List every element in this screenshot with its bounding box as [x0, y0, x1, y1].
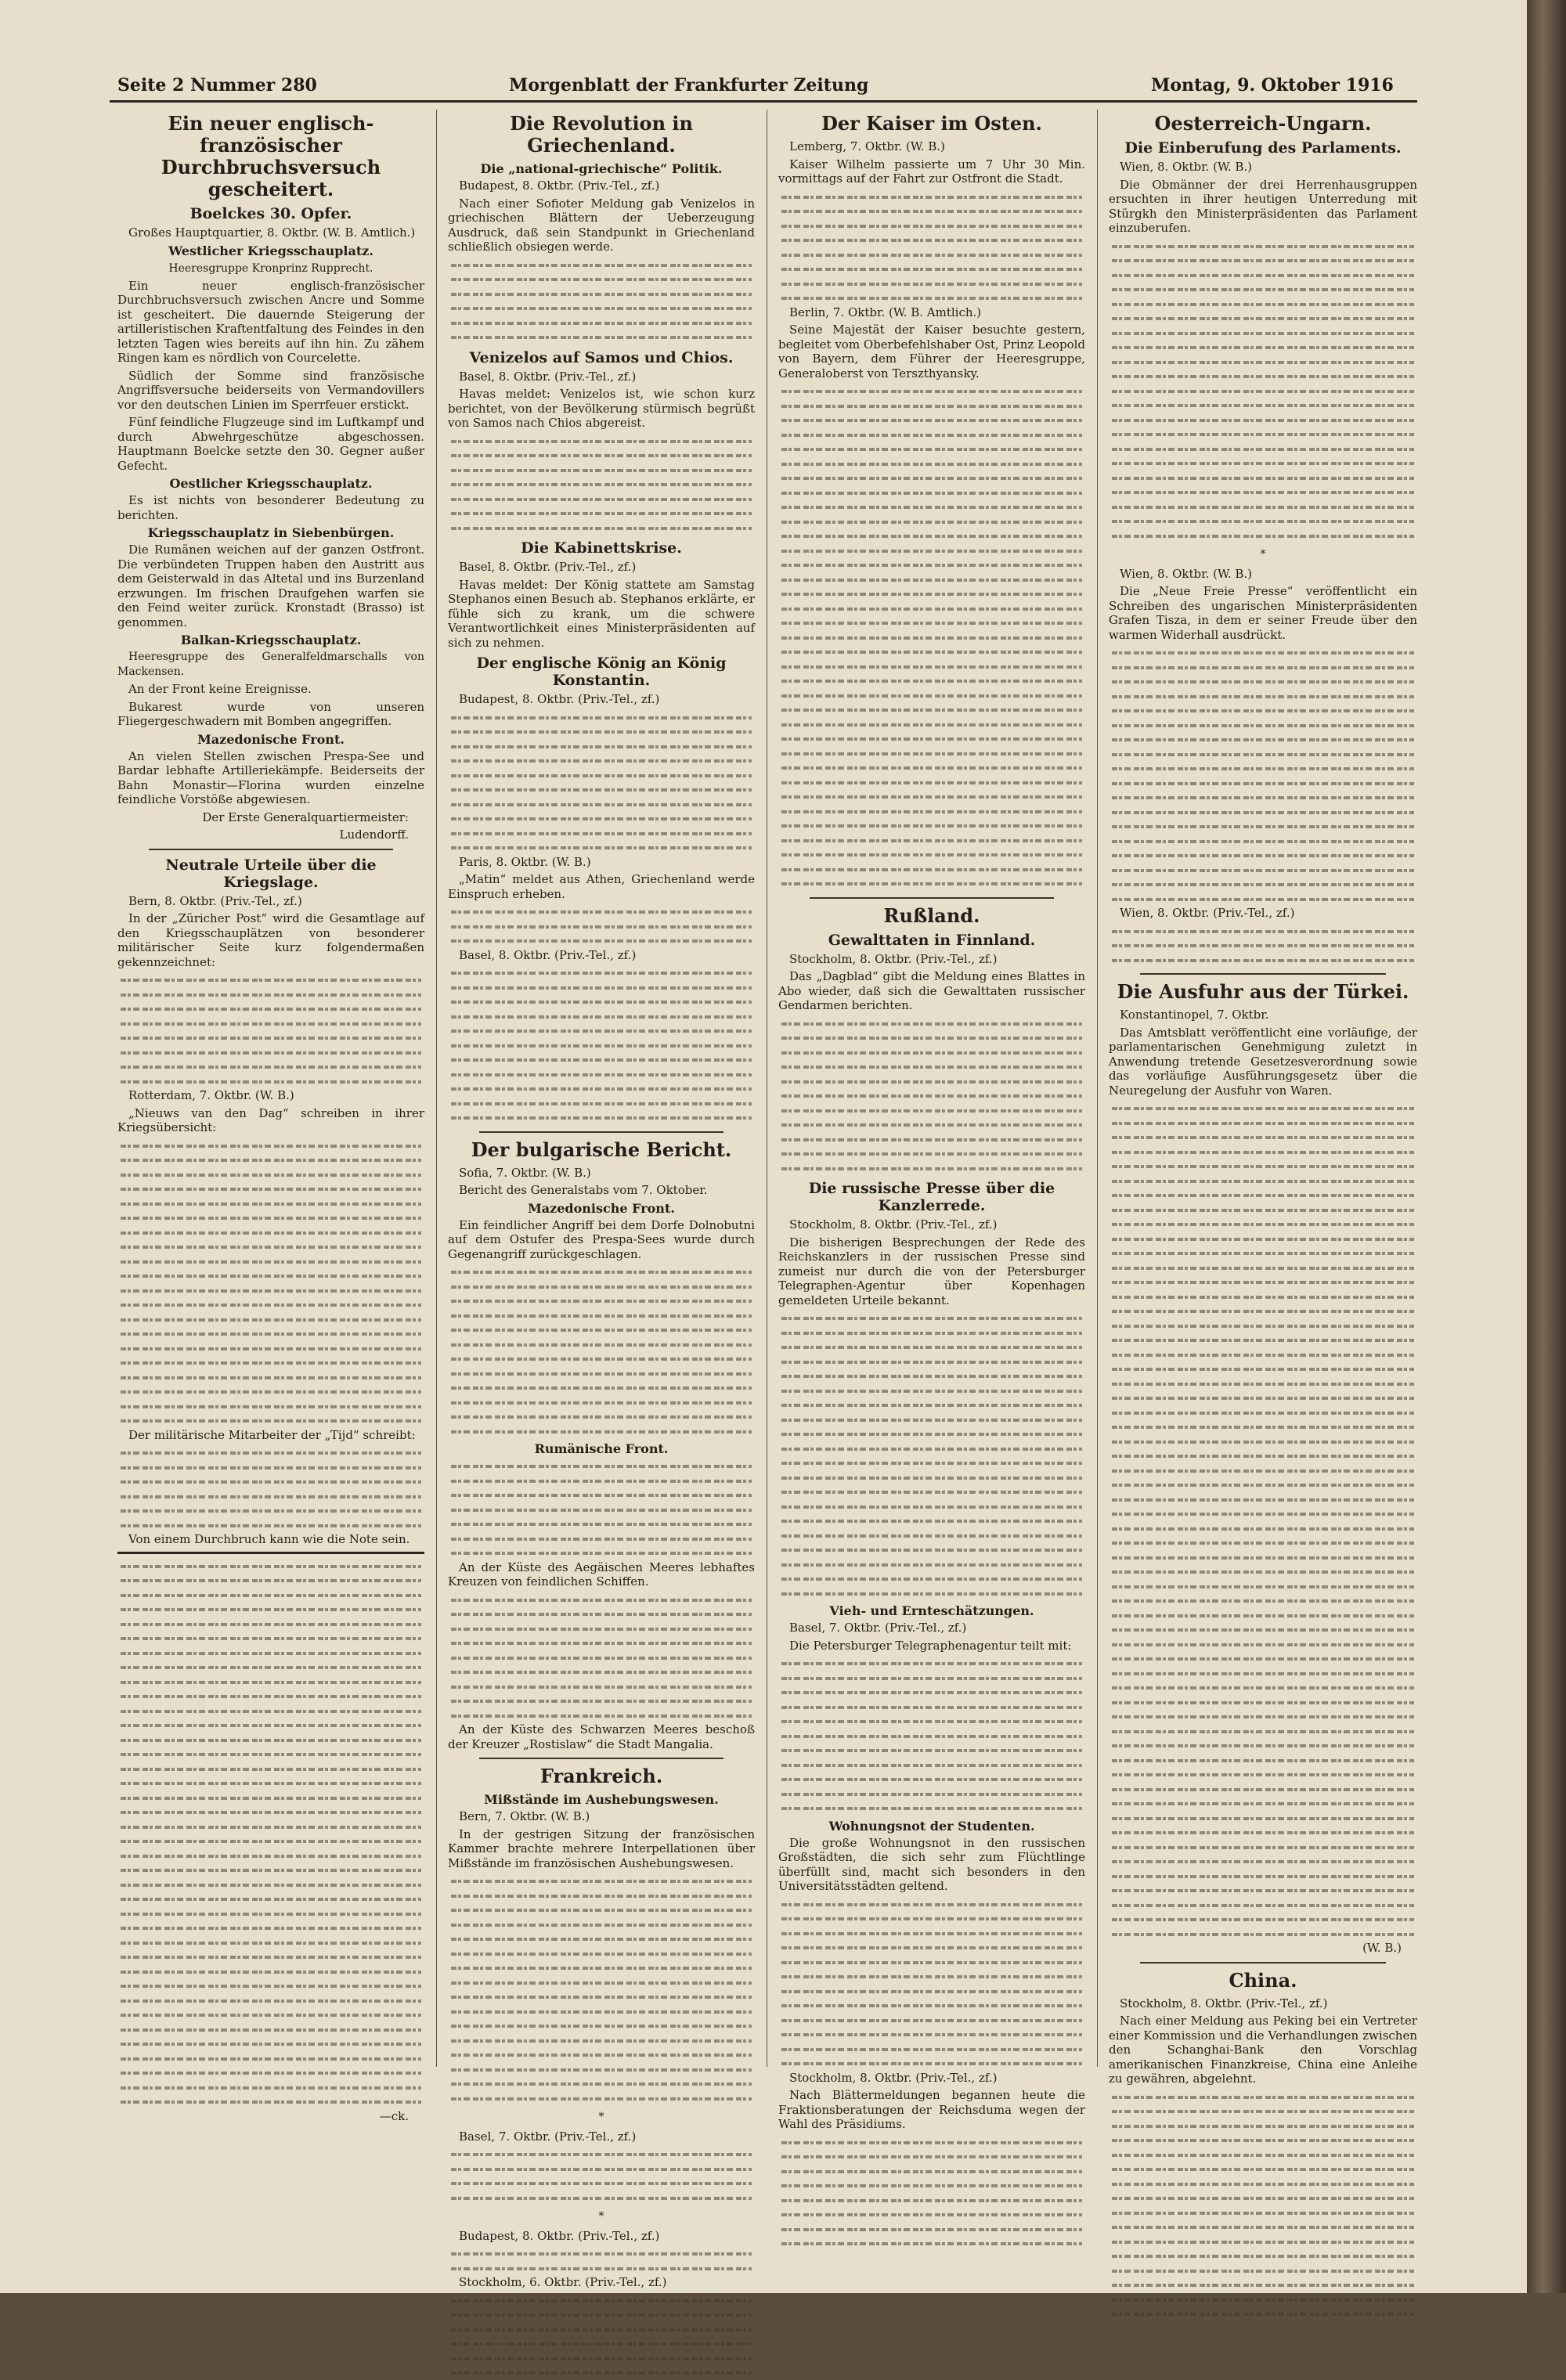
text-block [778, 189, 1085, 305]
article-text: In der gestrigen Sitzung der französischen Kammer brachte mehrere Interpellationen über Mißstände im französischen Aushebungswesen. [448, 1826, 755, 1870]
headline-koenig: Der englische König an König Konstantin. [476, 654, 727, 689]
headline-vieh: Vieh- und Ernteschätzungen. [829, 1603, 1034, 1618]
dateline: Stockholm, 8. Oktbr. (Priv.-Tel., zf.) [789, 2070, 998, 2085]
article-text: Bericht des Generalstabs vom 7. Oktober. [459, 1183, 708, 1197]
dateline: Großes Hauptquartier, 8. Oktbr. (W. B. Amtlich.) [128, 225, 416, 240]
header-masthead: Morgenblatt der Frankfurter Zeitung [509, 75, 869, 96]
page-header [117, 75, 1409, 99]
dateline: Wien, 8. Oktbr. (W. B.) [1120, 160, 1253, 174]
article-text: „Nieuws van den Dag“ schreiben in ihrer Kriegsübersicht: [117, 1105, 424, 1134]
article-text: Der militärische Mitarbeiter der „Tijd“ schreibt: [128, 1427, 416, 1442]
subheadline: Mißstände im Aushebungswesen. [484, 1792, 719, 1807]
article-text: Die bisherigen Besprechungen der Rede des Reichskanzlers in der russischen Presse sind zumeist nur durch die von der Petersburger Telegraphen-Agentur über Kopenhagen gemeldeten Urteile bekannt. [778, 1235, 1085, 1307]
text-block [448, 1592, 755, 1723]
article-text: An vielen Stellen zwischen Prespa-See und Bardar lebhafte Artilleriekämpfe. Beiderseits der Bahn Monastir—Florina wurden einzelne feindliche Vorstöße abgewiesen. [117, 748, 424, 806]
dateline: Lemberg, 7. Oktbr. (W. B.) [789, 139, 945, 153]
dateline: Budapest, 8. Oktbr. (Priv.-Tel., zf.) [459, 2228, 660, 2243]
divider [479, 1131, 723, 1133]
article-text: Havas meldet: Der König stattete am Samstag Stephanos einen Besuch ab. Stephanos erklärte, er fühle sich zu krank, um die schwere Verantwortlichkeit eines Ministerpräsidenten auf sich zu nehmen. [448, 577, 755, 650]
article-text: Fünf feindliche Flugzeuge sind im Luftkampf und durch Abwehrgeschütze abgeschossen. Hauptmann Boelcke setzte den 30. Gegner außer Gefecht. [117, 415, 424, 473]
headline-revolution: Die Revolution in Griechenland. [510, 112, 693, 157]
text-block [778, 1016, 1085, 1176]
article-text: Havas meldet: Venizelos ist, wie schon kurz berichtet, von der Bevölkerung stürmisch begrüßt von Samos nach Chios abgereist. [448, 387, 755, 430]
text-block [778, 384, 1085, 891]
headline-neutrale-urteile: Neutrale Urteile über die Kriegslage. [165, 856, 377, 891]
article-text: Die Rumänen weichen auf der ganzen Ostfront. Die verbündeten Truppen haben den Austritt aus dem Geisterwald in das Altetal und ins Burzenland erzwungen. Im frischen Draufgehen warfen sie den Feind weiter zurück. Kronstadt (Brasso) ist genommen. [117, 543, 424, 629]
article-text: An der Küste des Schwarzen Meeres beschoß der Kreuzer „Rostislaw“ die Stadt Mangalia. [448, 1722, 755, 1751]
dateline: Sofia, 7. Oktbr. (W. B.) [459, 1165, 591, 1180]
text-block [1109, 924, 1417, 968]
article-text: Die Obmänner der drei Herrenhausgruppen ersuchten in ihrer heutigen Unterredung mit Stürgkh den Ministerpräsidenten das Parlament einzuberufen. [1109, 177, 1417, 235]
headline-bulgarischer-bericht: Der bulgarische Bericht. [471, 1138, 732, 1161]
divider [810, 897, 1054, 899]
dateline: Bern, 8. Oktbr. (Priv.-Tel., zf.) [128, 893, 302, 908]
dateline: Wien, 8. Oktbr. (Priv.-Tel., zf.) [1120, 906, 1295, 920]
text-block [1109, 2090, 1417, 2321]
section-mazedonien: Mazedonische Front. [528, 1200, 675, 1216]
text-block [448, 2246, 755, 2275]
article-text: An der Küste des Aegäischen Meeres lebhaftes Kreuzen von feindlichen Schiffen. [448, 1560, 755, 1588]
article-text: Es ist nichts von besonderer Bedeutung zu berichten. [117, 493, 424, 522]
dateline: Budapest, 8. Oktbr. (Priv.-Tel., zf.) [459, 178, 660, 193]
header-page-number: Seite 2 Nummer 280 [117, 75, 317, 96]
text-block [1109, 239, 1417, 543]
column-separator [1097, 110, 1098, 2067]
column-4 [1109, 110, 1417, 2086]
article-text: Ein neuer englisch-französischer Durchbruchsversuch zwischen Ancre und Somme ist gescheitert. Die dauernde Steigerung der artilleristischen Kraftentfaltung des Feindes in den letzten Tagen wies bereits auf ihn hin. Zu zähem Ringen kam es nördlich von Courcelette. [117, 278, 424, 365]
subheadline-finnland: Gewalttaten in Finnland. [828, 931, 1036, 949]
headline-kaiser-im-osten: Der Kaiser im Osten. [821, 112, 1042, 135]
dateline: Basel, 8. Oktbr. (Priv.-Tel., zf.) [459, 947, 637, 962]
article-text: Seine Majestät der Kaiser besuchte gestern, begleitet vom Oberbefehlshaber Ost, Prinz Leopold von Bayern, dem Führer der Heeresgruppe, Generaloberst von Terszthyansky. [778, 323, 1085, 380]
article-text: In der „Züricher Post“ wird die Gesamtlage auf den Kriegsschauplätzen von besonderer militärischer Seite kurz folgendermaßen gekennzeichnet: [117, 911, 424, 969]
dateline: Stockholm, 8. Oktbr. (Priv.-Tel., zf.) [1120, 1996, 1328, 2010]
column-separator [436, 110, 437, 2067]
subheadline-parlament: Die Einberufung des Parlaments. [1124, 139, 1402, 157]
divider [149, 849, 393, 850]
dateline: Berlin, 7. Oktbr. (W. B. Amtlich.) [789, 305, 982, 319]
text-block [448, 1264, 755, 1438]
divider [1140, 1962, 1386, 1964]
section-siebenbuergen: Kriegsschauplatz in Siebenbürgen. [147, 525, 395, 540]
signature-name: Ludendorff. [339, 828, 409, 842]
headline-russland: Rußland. [883, 903, 980, 927]
header-date: Montag, 9. Oktober 1916 [1151, 75, 1394, 96]
article-text: Nach einer Sofioter Meldung gab Venizelos in griechischen Blättern der Ueberzeugung Ausdruck, daß sein Standpunkt in Griechenland schließlich obsiegen werde. [448, 196, 755, 254]
divider [1140, 973, 1386, 975]
dateline: Paris, 8. Oktbr. (W. B.) [459, 854, 591, 869]
text-block [778, 1656, 1085, 1816]
dateline: Stockholm, 8. Oktbr. (Priv.-Tel., zf.) [789, 1217, 998, 1231]
column-1 [117, 110, 424, 2123]
book-spine [1527, 0, 1566, 2293]
divider [479, 1758, 723, 1759]
dateline: Konstantinopel, 7. Oktbr. [1120, 1008, 1269, 1022]
subheadline: Die „national-griechische“ Politik. [480, 161, 723, 176]
headline-kabinettskrise: Die Kabinettskrise. [521, 539, 682, 557]
army-group: Heeresgruppe des Generalfeldmarschalls von Mackensen. [117, 651, 424, 678]
section-west: Westlicher Kriegsschauplatz. [168, 243, 373, 258]
dateline: Basel, 8. Oktbr. (Priv.-Tel., zf.) [459, 369, 637, 384]
article-text: Die Petersburger Telegraphenagentur teilt mit: [789, 1638, 1072, 1653]
signature-title: Der Erste Generalquartiermeister: [202, 810, 409, 824]
text-block [778, 1897, 1085, 2071]
dateline: Bern, 7. Oktbr. (W. B.) [459, 1809, 590, 1823]
article-text: Südlich der Somme sind französische Angriffsversuche beiderseits von Vermandovillers vor den deutschen Linien im Sperrfeuer erstickt. [117, 368, 424, 412]
article-text: Die „Neue Freie Presse“ veröffentlicht ein Schreiben des ungarischen Ministerpräsidenten Grafen Tisza, in dem er seiner Freude über den warmen Widerhall ausdrückt. [1109, 584, 1417, 642]
article-text: Nach einer Meldung aus Peking bei ein Vertreter einer Kommission und die Verhandlungen zwischen den Schanghai-Bank den Vorschlag amerikanischen Finanzkreise, China eine Anleihe zu gewähren, abgelehnt. [1109, 2014, 1417, 2086]
headline-tuerkei: Die Ausfuhr aus der Türkei. [1117, 980, 1409, 1003]
section-star: * [598, 2111, 604, 2123]
section-mazedonien: Mazedonische Front. [197, 731, 345, 747]
column-2 [448, 110, 755, 2289]
article-text: Bukarest wurde von unseren Fliegergeschwadern mit Bomben angegriffen. [117, 699, 424, 728]
section-star: * [1260, 548, 1266, 561]
section-balkan: Balkan-Kriegsschauplatz. [180, 633, 362, 647]
headline-oesterreich-ungarn: Oesterreich-Ungarn. [1154, 112, 1372, 135]
text-block [448, 2293, 755, 2380]
dateline: Rotterdam, 7. Oktbr. (W. B.) [128, 1088, 294, 1102]
headline-china: China. [1229, 1968, 1297, 1992]
article-text: Nach Blättermeldungen begannen heute die Fraktionsberatungen der Reichsduma wegen der Wahl des Präsidiums. [778, 2088, 1085, 2131]
text-block [1109, 1101, 1417, 1941]
text-block [117, 1445, 424, 1532]
article-text: „Matin“ meldet aus Athen, Griechenland werde Einspruch erheben. [448, 872, 755, 901]
text-block [448, 710, 755, 855]
article-text: Das „Dagblad“ gibt die Meldung eines Blattes in Abo wieder, daß sich die Gewalttaten russischer Gendarmen berichten. [778, 969, 1085, 1012]
dateline: Basel, 7. Oktbr. (Priv.-Tel., zf.) [789, 1621, 967, 1635]
text-block [448, 965, 755, 1125]
feuilleton-rule [117, 1552, 424, 1554]
article-text: Das Amtsblatt veröffentlicht eine vorläufige, der parlamentarischen Genehmigung zuletzt in Anwendung tretende Gesetzesverordnung sowie das vorläufige Ausführungsgesetz über die Neuregelung der Ausfuhr von Waren. [1109, 1025, 1417, 1098]
article-text: Kaiser Wilhelm passierte um 7 Uhr 30 Min. vormittags auf der Fahrt zur Ostfront die Stadt. [778, 157, 1085, 186]
headline-durchbruchsversuch: Ein neuer englisch-französischer Durchbruchsversuch gescheitert. [161, 112, 381, 200]
dateline: Basel, 7. Oktbr. (Priv.-Tel., zf.) [459, 2129, 637, 2144]
dateline: Basel, 8. Oktbr. (Priv.-Tel., zf.) [459, 560, 637, 574]
text-block [448, 2147, 755, 2205]
army-group: Heeresgruppe Kronprinz Rupprecht. [168, 261, 373, 275]
text-block [448, 1873, 755, 2105]
article-text: Ein feindlicher Angriff bei dem Dorfe Dolnobutni auf dem Ostufer des Prespa-Sees wurde durch Gegenangriff zurückgeschlagen. [448, 1217, 755, 1261]
text-block [778, 1311, 1085, 1600]
section-ost: Oestlicher Kriegsschauplatz. [169, 476, 373, 491]
text-block [117, 972, 424, 1088]
agency-signature: (W. B.) [1362, 1941, 1402, 1955]
text-block [448, 904, 755, 948]
feuilleton-signature: —ck. [379, 2108, 409, 2123]
text-block [448, 434, 755, 536]
headline-samos: Venizelos auf Samos und Chios. [469, 348, 734, 366]
headline-frankreich: Frankreich. [539, 1765, 663, 1787]
subheadline-boelcke: Boelckes 30. Opfer. [189, 205, 352, 222]
text-block [448, 258, 755, 344]
article-text: Die große Wohnungsnot in den russischen Großstädten, die sich sehr zum Flüchtlinge überfüllt sind, macht sich besonders in den Universitätsstädten geltend. [778, 1835, 1085, 1893]
text-block [117, 1138, 424, 1428]
dateline: Stockholm, 8. Oktbr. (Priv.-Tel., zf.) [789, 951, 998, 966]
text-block [778, 2135, 1085, 2251]
headline-russische-presse: Die russische Presse über die Kanzlerrede. [808, 1180, 1055, 1214]
column-3 [778, 110, 1085, 2131]
header-rule [110, 100, 1417, 103]
feuilleton-text [117, 1559, 424, 2109]
article-text: Von einem Durchbruch kann wie die Note sein. [128, 1532, 410, 1546]
dateline: Stockholm, 6. Oktbr. (Priv.-Tel., zf.) [459, 2275, 667, 2289]
section-rumaenien: Rumänische Front. [534, 1441, 669, 1456]
text-block [1109, 645, 1417, 906]
headline-wohnungsnot: Wohnungsnot der Studenten. [828, 1818, 1035, 1834]
dateline: Budapest, 8. Oktbr. (Priv.-Tel., zf.) [459, 692, 660, 706]
section-star: * [598, 2210, 604, 2223]
dateline: Wien, 8. Oktbr. (W. B.) [1120, 566, 1253, 581]
text-block [448, 1459, 755, 1560]
article-text: An der Front keine Ereignisse. [128, 682, 312, 696]
